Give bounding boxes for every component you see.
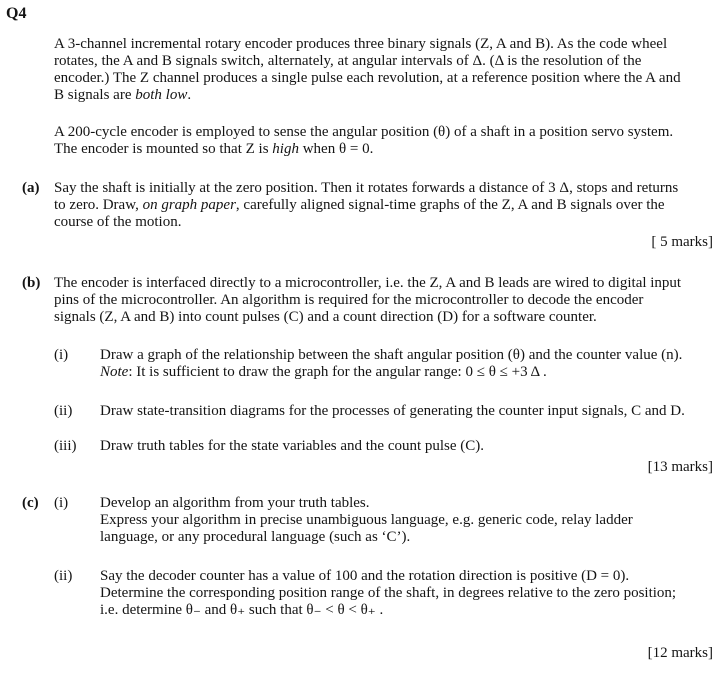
- part-c-ii-line-1: Say the decoder counter has a value of 100 and the rotation direction is positive (D = 0).: [100, 568, 630, 584]
- part-b-text: [54, 275, 714, 326]
- intro-p1-line-3: encoder.) The Z channel produces a single pulse each revolution, at a reference position where the A and: [54, 70, 681, 86]
- intro-p2-line-2: [54, 141, 714, 158]
- part-b-iii-label: (iii): [54, 438, 77, 454]
- part-a-text: [54, 180, 714, 231]
- question-number: Q4: [6, 5, 27, 22]
- part-a-line-3: course of the motion.: [54, 214, 182, 230]
- intro-p1-line-2: rotates, the A and B signals switch, alternately, at angular intervals of Δ. (Δ is the resolution of the: [54, 53, 642, 69]
- part-c-marks: [12 marks]: [647, 645, 713, 661]
- part-a-line-1: Say the shaft is initially at the zero position. Then it rotates forwards a distance of 3 Δ, stops and returns: [54, 180, 679, 196]
- part-b-i-note-text: : It is sufficient to draw the graph for the angular range: 0 ≤ θ ≤ +3 Δ .: [128, 364, 547, 380]
- intro-p2-line-2-text: The encoder is mounted so that Z is: [54, 141, 273, 157]
- both-low-emphasis: both low: [135, 87, 188, 103]
- part-a-line-2-pre: to zero. Draw,: [54, 197, 143, 213]
- part-c-label: (c): [22, 495, 39, 511]
- part-a-line-2: [54, 197, 714, 214]
- part-c-i-text: [100, 495, 715, 546]
- part-a-marks: [ 5 marks]: [651, 234, 713, 250]
- part-c-i-line-1: Develop an algorithm from your truth tables.: [100, 495, 370, 511]
- intro-p1-line-4-text: B signals are: [54, 87, 136, 103]
- part-c-ii-line-3: i.e. determine θ₋ and θ₊ such that θ₋ < θ < θ₊ .: [100, 602, 384, 618]
- intro-p2-line-1: A 200-cycle encoder is employed to sense the angular position (θ) of a shaft in a position servo system.: [54, 124, 674, 140]
- part-b-ii-label: (ii): [54, 403, 73, 419]
- intro-paragraph-1: [54, 36, 714, 104]
- part-b-ii-text: Draw state-transition diagrams for the processes of generating the counter input signals, C and D.: [100, 403, 685, 419]
- part-c-ii-line-2: Determine the corresponding position range of the shaft, in degrees relative to the zero position;: [100, 585, 677, 601]
- part-b-i-line-1: Draw a graph of the relationship between the shaft angular position (θ) and the counter value (n).: [100, 347, 683, 363]
- part-c-ii-label: (ii): [54, 568, 73, 584]
- part-b-i-label: (i): [54, 347, 69, 363]
- part-b-label: (b): [22, 275, 41, 291]
- part-c-i-line-2: Express your algorithm in precise unambiguous language, e.g. generic code, relay ladder: [100, 512, 633, 528]
- part-c-i-label: (i): [54, 495, 69, 511]
- part-b-i-text: [100, 347, 715, 381]
- graph-paper-emphasis: on graph paper: [142, 197, 236, 213]
- part-a-line-2-post: , carefully aligned signal-time graphs of the Z, A and B signals over the: [235, 197, 665, 213]
- part-b-line-3: signals (Z, A and B) into count pulses (C) and a count direction (D) for a software counter.: [54, 309, 597, 325]
- part-c-ii-text: [100, 568, 715, 619]
- intro-paragraph-2: [54, 124, 714, 158]
- part-b-marks: [13 marks]: [647, 459, 713, 475]
- high-emphasis: high: [272, 141, 299, 157]
- part-b-line-1: The encoder is interfaced directly to a microcontroller, i.e. the Z, A and B leads are wired to digital input: [54, 275, 682, 291]
- intro-p1-line-1: A 3-channel incremental rotary encoder produces three binary signals (Z, A and B). As the code wheel: [54, 36, 668, 52]
- part-b-i-line-2: [100, 364, 715, 381]
- note-emphasis: Note: [100, 364, 129, 380]
- part-c-i-line-3: language, or any procedural language (such as ‘C’).: [100, 529, 411, 545]
- part-b-line-2: pins of the microcontroller. An algorithm is required for the microcontroller to decode the encoder: [54, 292, 644, 308]
- intro-p1-period: .: [187, 87, 192, 103]
- intro-p1-line-4: [54, 87, 714, 104]
- part-b-iii-text: Draw truth tables for the state variables and the count pulse (C).: [100, 438, 485, 454]
- part-a-label: (a): [22, 180, 40, 196]
- intro-p2-line-2-end: when θ = 0.: [298, 141, 374, 157]
